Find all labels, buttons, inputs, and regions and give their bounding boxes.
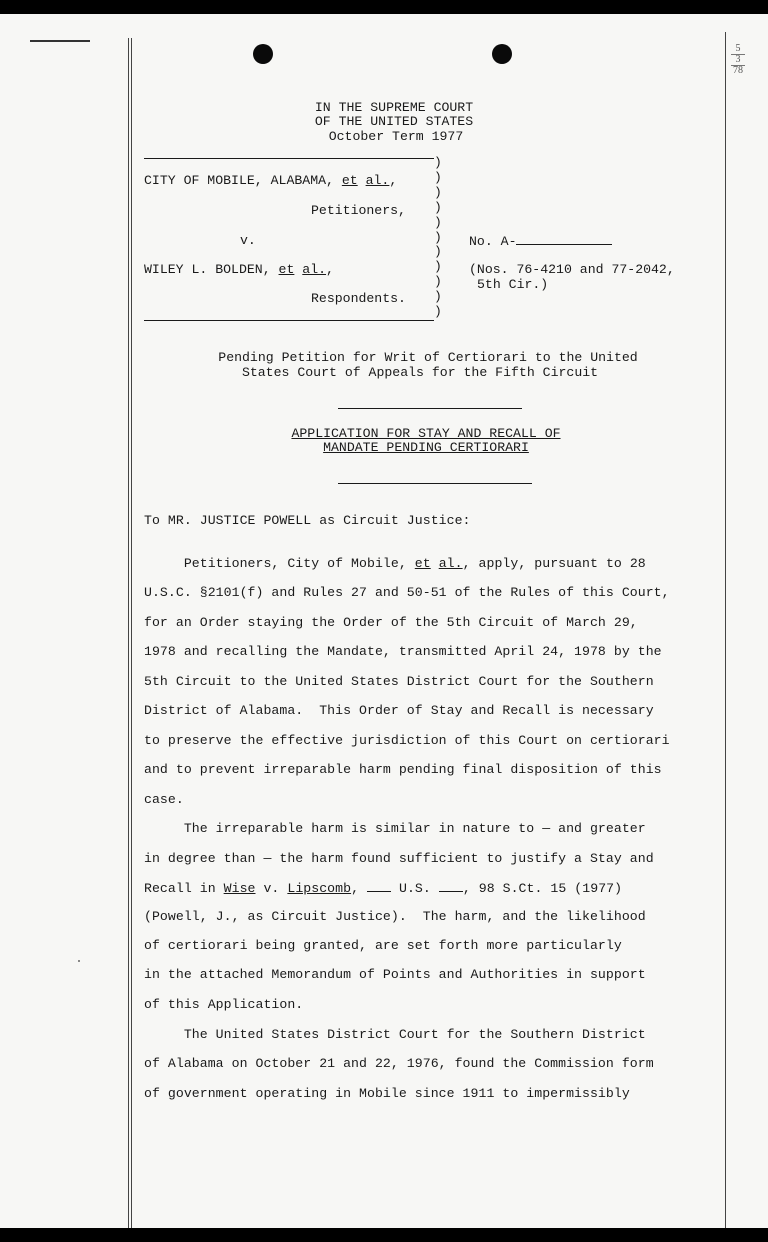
volume-blank xyxy=(367,880,391,892)
petitioner-suffix: , xyxy=(389,173,398,188)
petitioners-label: Petitioners, xyxy=(311,203,406,218)
court-heading-line3: October Term 1977 xyxy=(328,129,464,144)
title-separator-top xyxy=(338,408,522,409)
para1-line1 xyxy=(144,556,646,571)
right-margin-rule xyxy=(725,32,726,1228)
corner-note-year: 78 xyxy=(733,65,743,76)
versus: v. xyxy=(240,233,256,248)
case-name-wise: Wise xyxy=(223,881,256,896)
lower-court-nos-line2: 5th Cir.) xyxy=(477,277,549,292)
para3-line1: The United States District Court for the Southern District xyxy=(144,1027,646,1042)
para1-line9: case. xyxy=(144,792,184,807)
space xyxy=(431,556,439,571)
para1-line2: U.S.C. §2101(f) and Rules 27 and 50-51 of the Rules of this Court, xyxy=(144,585,670,600)
para1-line5: 5th Circuit to the United States District Court for the Southern xyxy=(144,674,654,689)
para1-line7: to preserve the effective jurisdiction of this Court on certiorari xyxy=(144,733,670,748)
para2-line3-text: Recall in xyxy=(144,881,224,896)
left-margin-rule-inner xyxy=(131,38,132,1228)
para1-line8: and to prevent irreparable harm pending final disposition of this xyxy=(144,762,662,777)
caption-top-rule xyxy=(144,158,434,159)
punch-hole-left xyxy=(253,44,273,64)
application-title-line2: MANDATE PENDING CERTIORARI xyxy=(323,440,529,455)
stray-mark xyxy=(30,40,90,42)
comma: , xyxy=(351,881,368,896)
title-separator-bottom xyxy=(338,483,532,484)
para2-line3-rest: , 98 S.Ct. 15 (1977) xyxy=(462,881,623,896)
para2-line4: (Powell, J., as Circuit Justice). The harm, and the likelihood xyxy=(144,909,646,924)
para1-line3: for an Order staying the Order of the 5th Circuit of March 29, xyxy=(144,615,638,630)
lower-court-nos-line1: (Nos. 76-4210 and 77-2042, xyxy=(469,262,675,277)
al-underlined: al. xyxy=(365,173,390,188)
respondent-suffix: , xyxy=(326,262,334,277)
petitioner-text: CITY OF MOBILE, ALABAMA, xyxy=(144,173,342,188)
et-underlined: et xyxy=(414,556,431,571)
caption-paren-column: ) ) ) ) ) ) ) ) ) ) ) xyxy=(434,155,442,320)
docket-number xyxy=(469,233,612,249)
salutation: To MR. JUSTICE POWELL as Circuit Justice: xyxy=(144,513,471,528)
para1-line1-rest: , apply, pursuant to 28 xyxy=(462,556,646,571)
para2-line2: in degree than — the harm found sufficient to justify a Stay and xyxy=(144,851,654,866)
left-margin-rule xyxy=(128,38,129,1228)
respondents-label: Respondents. xyxy=(311,291,406,306)
case-versus: v. xyxy=(255,881,288,896)
page-blank xyxy=(439,880,463,892)
para3-line2: of Alabama on October 21 and 22, 1976, found the Commission form xyxy=(144,1056,654,1071)
court-heading-line2: OF THE UNITED STATES xyxy=(314,114,474,129)
speck xyxy=(78,960,80,962)
application-title-line1: APPLICATION FOR STAY AND RECALL OF xyxy=(291,426,561,441)
et-underlined: et xyxy=(341,173,358,188)
court-heading-line1: IN THE SUPREME COURT xyxy=(314,100,474,115)
punch-hole-right xyxy=(492,44,512,64)
para2-line7: of this Application. xyxy=(144,997,304,1012)
et-underlined: et xyxy=(278,262,295,277)
para2-line6: in the attached Memorandum of Points and Authorities in support xyxy=(144,967,646,982)
corner-date-note xyxy=(731,44,745,75)
pending-line1: Pending Petition for Writ of Certiorari to the United xyxy=(218,350,638,365)
al-underlined: al. xyxy=(302,262,327,277)
para1-line4: 1978 and recalling the Mandate, transmitted April 24, 1978 by the xyxy=(144,644,662,659)
corner-note-day: 3 xyxy=(731,54,745,64)
para2-line5: of certiorari being granted, are set forth more particularly xyxy=(144,938,622,953)
docket-number-blank xyxy=(516,233,612,245)
para2-line1: The irreparable harm is similar in nature to — and greater xyxy=(144,821,646,836)
docket-number-label: No. A- xyxy=(469,234,517,249)
para1-line6: District of Alabama. This Order of Stay and Recall is necessary xyxy=(144,703,654,718)
us-reporter: U.S. xyxy=(391,881,439,896)
caption-bottom-rule xyxy=(144,320,434,321)
petitioner-name xyxy=(144,173,397,188)
document-page xyxy=(0,14,768,1228)
pending-line2: States Court of Appeals for the Fifth Circuit xyxy=(241,365,599,380)
al-underlined: al. xyxy=(438,556,463,571)
respondent-name xyxy=(144,262,334,277)
para2-line3 xyxy=(144,880,622,896)
corner-note-month: 5 xyxy=(735,43,741,54)
para1-line1-text: Petitioners, City of Mobile, xyxy=(144,556,415,571)
para3-line3: of government operating in Mobile since 1911 to impermissibly xyxy=(144,1086,630,1101)
respondent-text: WILEY L. BOLDEN, xyxy=(144,262,279,277)
case-name-lipscomb: Lipscomb xyxy=(287,881,352,896)
